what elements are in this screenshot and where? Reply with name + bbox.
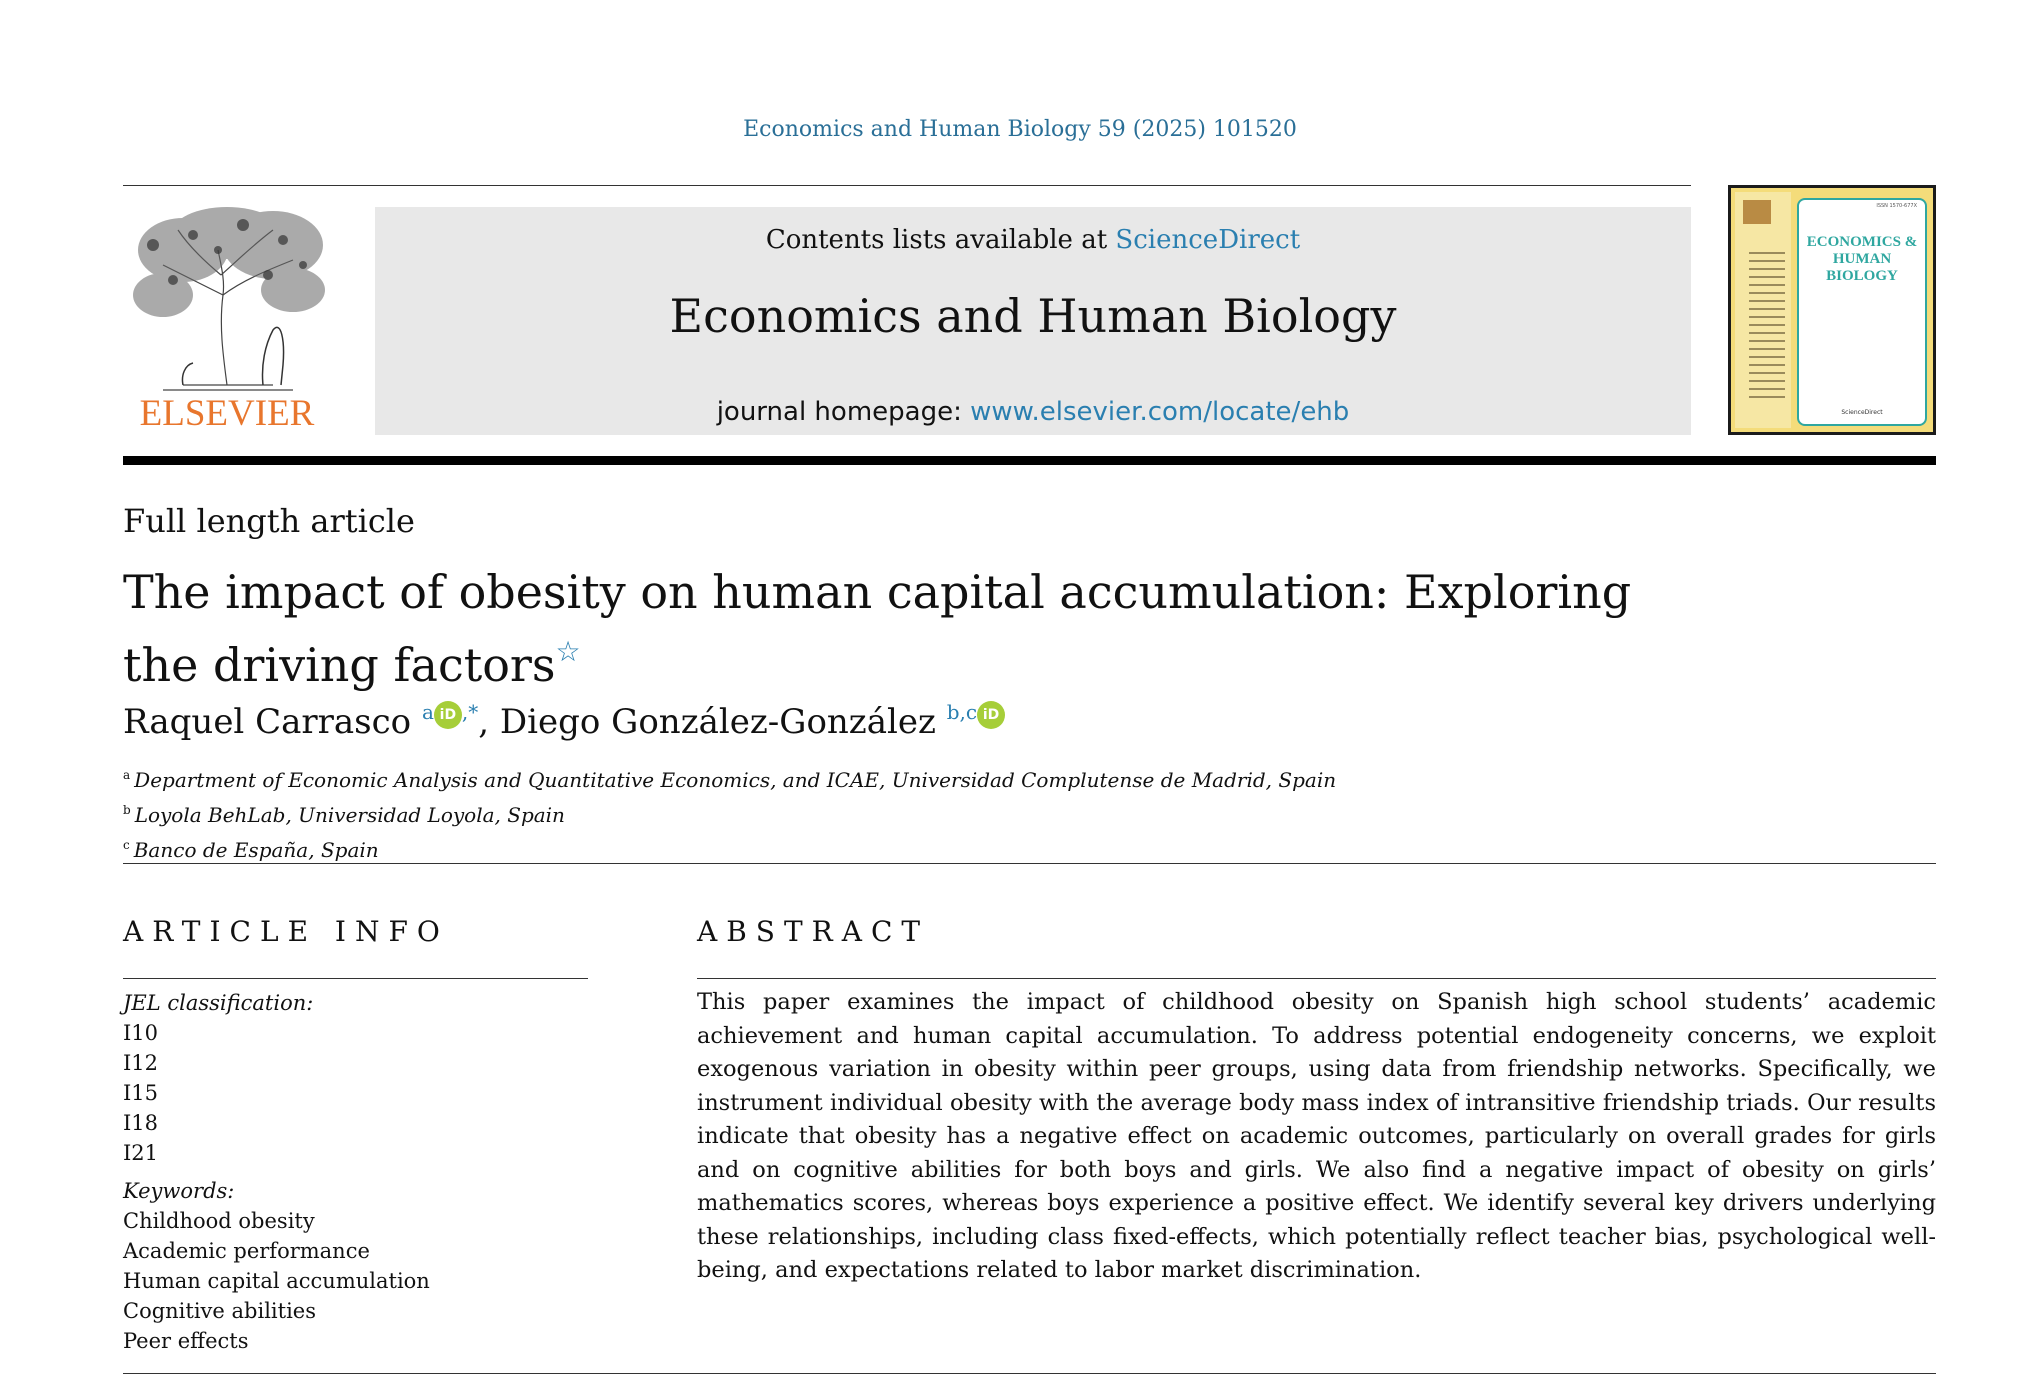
elsevier-tree-icon <box>123 205 331 395</box>
affiliation-text: Loyola BehLab, Universidad Loyola, Spain <box>134 803 565 827</box>
cover-footer: ScienceDirect <box>1841 409 1883 416</box>
affiliation-item <box>123 795 1336 830</box>
contents-prefix: Contents lists available at <box>765 225 1116 255</box>
keyword: Human capital accumulation <box>123 1269 430 1293</box>
affiliation-key: a <box>123 768 131 782</box>
affiliation-item <box>123 830 1336 865</box>
affiliation-text: Department of Economic Analysis and Quantitative Economics, and ICAE, Universidad Complutense de Madrid, Spain <box>134 768 1337 792</box>
section-divider <box>123 863 1936 864</box>
contents-line <box>375 225 1691 255</box>
article-info-block <box>123 988 588 1356</box>
jel-label: JEL classification: <box>123 991 314 1015</box>
homepage-prefix: journal homepage: <box>716 397 971 427</box>
corresponding-author-marker[interactable]: ,* <box>461 700 479 724</box>
cover-text-lines <box>1749 252 1785 404</box>
article-info-rule <box>123 978 588 979</box>
elsevier-logo[interactable] <box>123 205 331 435</box>
affiliation-key: c <box>123 838 130 852</box>
cover-title: ECONOMICS & HUMAN BIOLOGY <box>1806 234 1918 284</box>
cover-elsevier-icon <box>1743 200 1771 224</box>
cover-panel <box>1797 198 1927 426</box>
jel-code: I15 <box>123 1081 159 1105</box>
orcid-icon[interactable]: iD <box>977 701 1005 729</box>
cover-sidebar <box>1735 192 1791 428</box>
jel-code: I10 <box>123 1021 159 1045</box>
cover-issn: ISSN 1570-677X <box>1876 203 1917 209</box>
article-title <box>123 562 1703 695</box>
article-type: Full length article <box>123 502 415 540</box>
author-name[interactable]: Diego González-González <box>499 702 936 742</box>
author-list <box>123 700 1005 742</box>
keyword: Cognitive abilities <box>123 1299 316 1323</box>
affiliation-text: Banco de España, Spain <box>133 838 379 862</box>
author-affiliation-marker[interactable]: b,c <box>946 700 978 724</box>
jel-code: I21 <box>123 1141 159 1165</box>
keyword: Peer effects <box>123 1329 249 1353</box>
affiliations <box>123 760 1336 865</box>
journal-name: Economics and Human Biology <box>669 289 1397 343</box>
author-affiliation-marker[interactable]: a <box>421 700 434 724</box>
article-title-text: The impact of obesity on human capital accumulation: Exploring the driving factors <box>123 565 1632 692</box>
author-separator: , <box>478 702 500 742</box>
journal-homepage-link[interactable]: www.elsevier.com/locate/ehb <box>970 397 1350 427</box>
affiliation-key: b <box>123 803 131 817</box>
title-footnote-star-icon[interactable]: ☆ <box>555 635 581 668</box>
keyword: Childhood obesity <box>123 1209 315 1233</box>
bottom-divider <box>123 1373 1936 1374</box>
keywords-label: Keywords: <box>123 1179 235 1203</box>
header-divider <box>123 185 1691 186</box>
homepage-line <box>375 397 1691 427</box>
abstract-rule <box>697 978 1936 979</box>
journal-citation[interactable]: Economics and Human Biology 59 (2025) 101520 <box>743 117 1297 142</box>
orcid-icon[interactable]: iD <box>434 701 462 729</box>
cover-inner <box>1731 188 1933 432</box>
header-thick-rule <box>123 456 1936 465</box>
article-info-heading: ARTICLE INFO <box>123 915 449 948</box>
keyword: Academic performance <box>123 1239 370 1263</box>
journal-cover[interactable] <box>1728 185 1936 435</box>
sciencedirect-link[interactable]: ScienceDirect <box>1115 225 1301 255</box>
journal-banner <box>375 207 1691 435</box>
jel-code: I12 <box>123 1051 159 1075</box>
elsevier-wordmark: ELSEVIER <box>139 393 315 434</box>
abstract-text: This paper examines the impact of childhood obesity on Spanish high school students’ academic achievement and human capital accumulation. To address potential endogeneity concerns, we exploit exogenous variation in obesity within peer groups, using data from friendship networks. Specifically, we instrument individual obesity with the average body mass index of intransitive friendship triads. Our results indicate that obesity has a negative effect on academic outcomes, particularly on overall grades for girls and on cognitive abilities for both boys and girls. We also find a negative impact of obesity on girls’ mathematics scores, whereas boys experience a positive effect. We identify several key drivers underlying these relationships, including class fixed-effects, which potentially reflect teacher bias, psychological well-being, and expectations related to labor market discrimination. <box>697 989 1936 1283</box>
jel-code: I18 <box>123 1111 159 1135</box>
affiliation-item <box>123 760 1336 795</box>
abstract-heading: ABSTRACT <box>697 915 930 948</box>
author-name[interactable]: Raquel Carrasco <box>123 702 412 742</box>
